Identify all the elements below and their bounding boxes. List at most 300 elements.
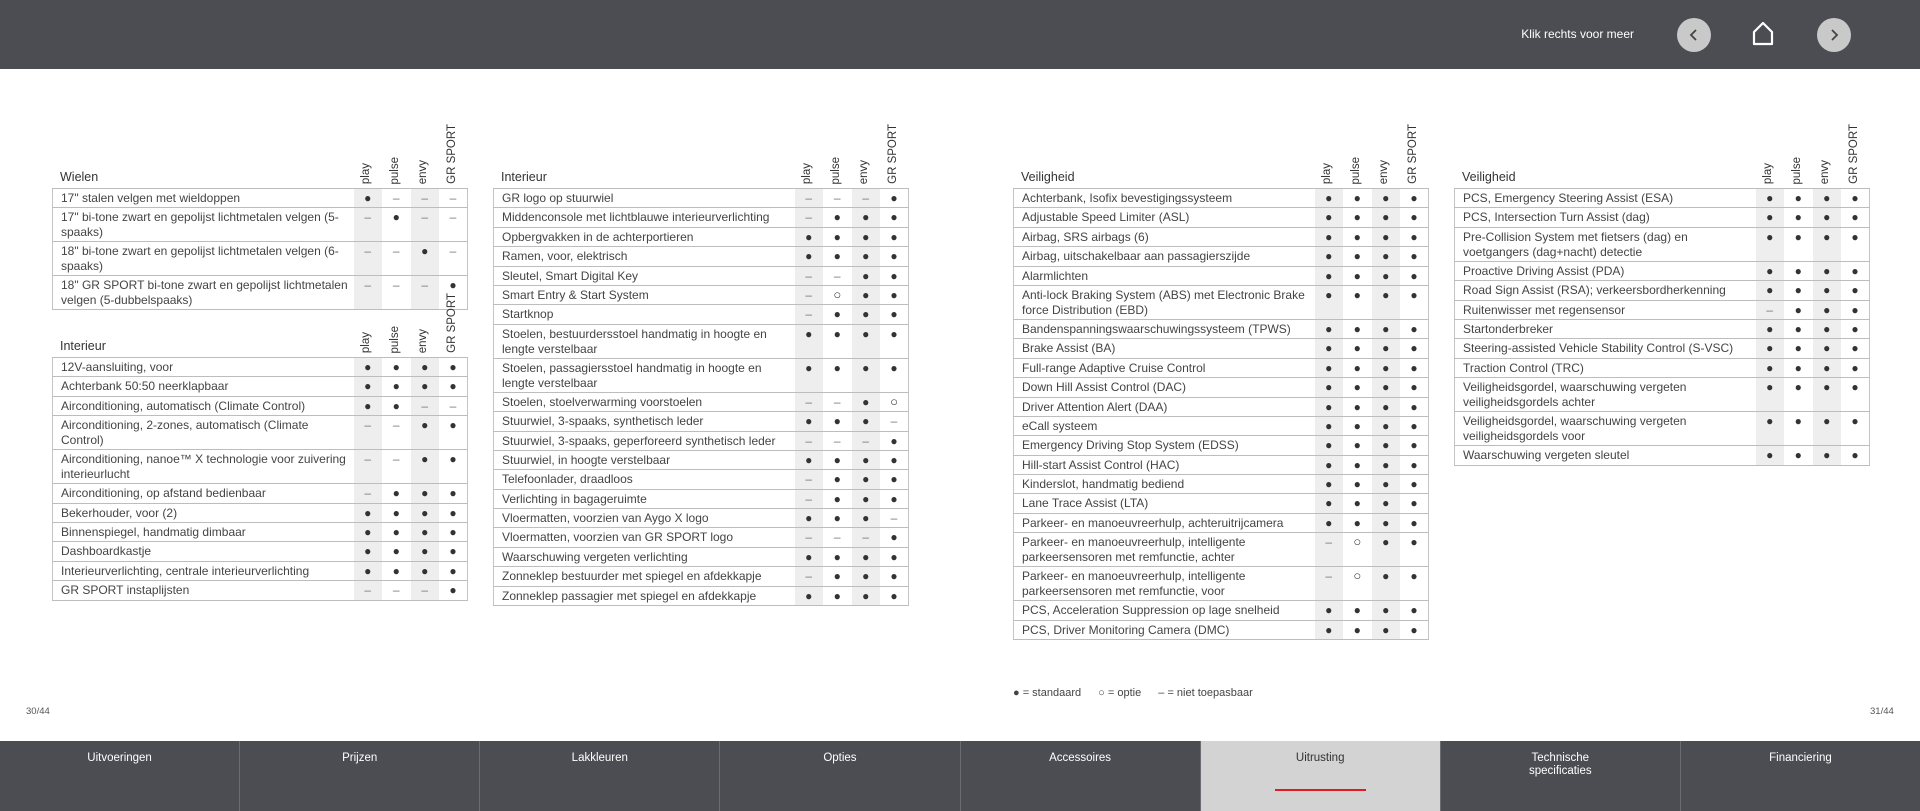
standard-dot-icon: ● — [880, 528, 909, 547]
not-applicable-dash: – — [382, 581, 411, 600]
standard-dot-icon: ● — [1813, 227, 1842, 261]
not-applicable-dash: – — [795, 189, 824, 208]
standard-dot-icon: ● — [823, 509, 852, 528]
table-row — [494, 470, 909, 489]
table-body — [493, 188, 909, 606]
feature-label: Interieurverlichting, centrale interieurverlichting — [53, 561, 354, 580]
table-row — [494, 509, 909, 528]
not-applicable-dash: – — [795, 305, 824, 324]
not-applicable-dash: – — [823, 431, 852, 450]
feature-label: PCS, Acceleration Suppression op lage snelheid — [1014, 601, 1315, 620]
feature-label: Full-range Adaptive Cruise Control — [1014, 358, 1315, 377]
table-row — [494, 528, 909, 547]
feature-label: 12V-aansluiting, voor — [53, 358, 354, 377]
table-title: Veiligheid — [1462, 170, 1516, 184]
standard-dot-icon: ● — [1400, 567, 1429, 601]
not-applicable-dash: – — [795, 470, 824, 489]
feature-label: Road Sign Assist (RSA); verkeersbordherkenning — [1455, 281, 1756, 300]
standard-dot-icon: ● — [1813, 358, 1842, 377]
standard-dot-icon: ● — [1343, 513, 1372, 532]
not-applicable-dash: – — [382, 242, 411, 276]
nav-item[interactable]: Opties — [720, 741, 960, 811]
next-page-button[interactable] — [1817, 18, 1851, 52]
standard-dot-icon: ● — [1841, 412, 1870, 446]
standard-dot-icon: ● — [1315, 397, 1344, 416]
legend-standard: ● = standaard — [1013, 687, 1082, 699]
not-applicable-dash: – — [382, 276, 411, 310]
standard-dot-icon: ● — [382, 503, 411, 522]
feature-label: Hill-start Assist Control (HAC) — [1014, 455, 1315, 474]
column-header — [1375, 124, 1395, 184]
table-row — [494, 586, 909, 605]
feature-label: GR SPORT instaplijsten — [53, 581, 354, 600]
not-applicable-dash: – — [823, 528, 852, 547]
standard-dot-icon: ● — [795, 358, 824, 392]
table-body — [52, 188, 468, 310]
feature-label: Bandenspanningswaarschuwingssysteem (TPWS) — [1014, 319, 1315, 338]
nav-item[interactable]: Uitvoeringen — [0, 741, 240, 811]
column-header — [1759, 124, 1779, 184]
hint-text: Klik rechts voor meer — [1521, 27, 1634, 41]
not-applicable-dash: – — [880, 509, 909, 528]
standard-dot-icon: ● — [823, 586, 852, 605]
standard-dot-icon: ● — [1400, 533, 1429, 567]
standard-dot-icon: ● — [880, 189, 909, 208]
standard-dot-icon: ● — [1372, 247, 1401, 266]
standard-dot-icon: ● — [1315, 189, 1344, 208]
standard-dot-icon: ● — [880, 358, 909, 392]
table-row — [1014, 494, 1429, 513]
standard-dot-icon: ● — [439, 484, 468, 503]
feature-label: Airconditioning, nanoe™ X technologie voor zuivering interieurlucht — [53, 450, 354, 484]
standard-dot-icon: ● — [880, 324, 909, 358]
chevron-left-icon — [1687, 28, 1701, 42]
standard-dot-icon: ● — [1400, 227, 1429, 246]
table-row — [1014, 620, 1429, 639]
standard-dot-icon: ● — [1784, 208, 1813, 227]
standard-dot-icon: ● — [1343, 208, 1372, 227]
page-number-right: 31/44 — [1870, 706, 1894, 717]
not-applicable-dash: – — [852, 431, 881, 450]
standard-dot-icon: ● — [1315, 319, 1344, 338]
table-header — [493, 124, 908, 188]
standard-dot-icon: ● — [880, 489, 909, 508]
standard-dot-icon: ● — [1813, 261, 1842, 280]
standard-dot-icon: ● — [1841, 339, 1870, 358]
standard-dot-icon: ● — [823, 247, 852, 266]
table-header — [52, 124, 467, 188]
nav-item[interactable]: Prijzen — [240, 741, 480, 811]
standard-dot-icon: ● — [1372, 513, 1401, 532]
standard-dot-icon: ● — [823, 208, 852, 227]
table-row — [1014, 601, 1429, 620]
table-body — [52, 357, 468, 601]
column-header-label: play — [360, 162, 372, 184]
standard-dot-icon: ● — [1343, 475, 1372, 494]
feature-label: Adjustable Speed Limiter (ASL) — [1014, 208, 1315, 227]
standard-dot-icon: ● — [1756, 227, 1785, 261]
feature-label: Bekerhouder, voor (2) — [53, 503, 354, 522]
column-header — [1845, 124, 1865, 184]
standard-dot-icon: ● — [439, 522, 468, 541]
standard-dot-icon: ● — [1372, 533, 1401, 567]
column-header — [884, 124, 904, 184]
standard-dot-icon: ● — [411, 377, 440, 396]
nav-item[interactable]: Financiering — [1769, 752, 1832, 764]
feature-label: Stuurwiel, 3-spaaks, synthetisch leder — [494, 412, 795, 431]
standard-dot-icon: ● — [411, 242, 440, 276]
not-applicable-dash: – — [439, 189, 468, 208]
standard-dot-icon: ● — [1372, 436, 1401, 455]
legend-option: ○ = optie — [1098, 687, 1142, 699]
nav-item[interactable]: Uitrusting — [1201, 741, 1441, 811]
standard-dot-icon: ● — [1813, 189, 1842, 208]
not-applicable-dash: – — [411, 396, 440, 415]
feature-label: Driver Attention Alert (DAA) — [1014, 397, 1315, 416]
standard-dot-icon: ● — [1400, 436, 1429, 455]
table-row — [1014, 319, 1429, 338]
standard-dot-icon: ● — [1813, 446, 1842, 465]
standard-dot-icon: ● — [1315, 339, 1344, 358]
bottom-navigation — [0, 741, 1920, 811]
standard-dot-icon: ● — [795, 450, 824, 469]
feature-label: Startknop — [494, 305, 795, 324]
standard-dot-icon: ● — [852, 547, 881, 566]
not-applicable-dash: – — [1315, 567, 1344, 601]
standard-dot-icon: ● — [880, 431, 909, 450]
column-header-label: GR SPORT — [886, 124, 899, 184]
standard-dot-icon: ● — [1315, 436, 1344, 455]
feature-label: Smart Entry & Start System — [494, 285, 795, 304]
table-row — [1014, 455, 1429, 474]
standard-dot-icon: ● — [1400, 455, 1429, 474]
table-row — [1014, 285, 1429, 319]
feature-label: Airconditioning, automatisch (Climate Control) — [53, 396, 354, 415]
standard-dot-icon: ● — [1343, 247, 1372, 266]
standard-dot-icon: ● — [382, 396, 411, 415]
standard-dot-icon: ● — [1400, 378, 1429, 397]
column-header — [1318, 124, 1338, 184]
standard-dot-icon: ● — [1372, 358, 1401, 377]
table-header — [1454, 124, 1869, 188]
standard-dot-icon: ● — [852, 266, 881, 285]
standard-dot-icon: ● — [852, 470, 881, 489]
column-header — [1816, 124, 1836, 184]
standard-dot-icon: ● — [1372, 208, 1401, 227]
not-applicable-dash: – — [382, 189, 411, 208]
table-row — [1014, 227, 1429, 246]
standard-dot-icon: ● — [1813, 412, 1842, 446]
column-header — [855, 124, 875, 184]
table-row — [1455, 358, 1870, 377]
standard-dot-icon: ● — [823, 412, 852, 431]
not-applicable-dash: – — [823, 189, 852, 208]
prev-page-button[interactable] — [1677, 18, 1711, 52]
feature-label: Parkeer- en manoeuvreerhulp, achteruitrijcamera — [1014, 513, 1315, 532]
not-applicable-dash: – — [439, 208, 468, 242]
table-row — [1455, 227, 1870, 261]
standard-dot-icon: ● — [1784, 189, 1813, 208]
not-applicable-dash: – — [823, 392, 852, 411]
standard-dot-icon: ● — [1756, 261, 1785, 280]
standard-dot-icon: ● — [1315, 266, 1344, 285]
standard-dot-icon: ● — [1400, 620, 1429, 639]
column-header-label: GR SPORT — [445, 293, 458, 353]
standard-dot-icon: ● — [382, 208, 411, 242]
feature-label: Middenconsole met lichtblauwe interieurverlichting — [494, 208, 795, 227]
standard-dot-icon: ● — [1784, 319, 1813, 338]
table-row — [1014, 189, 1429, 208]
table-row — [494, 208, 909, 227]
feature-label: Stoelen, passagiersstoel handmatig in hoogte en lengte verstelbaar — [494, 358, 795, 392]
standard-dot-icon: ● — [1343, 285, 1372, 319]
standard-dot-icon: ● — [439, 416, 468, 450]
table-title: Veiligheid — [1021, 170, 1075, 184]
table-row — [1455, 281, 1870, 300]
standard-dot-icon: ● — [439, 503, 468, 522]
standard-dot-icon: ● — [1400, 397, 1429, 416]
standard-dot-icon: ● — [382, 542, 411, 561]
table-row — [53, 358, 468, 377]
standard-dot-icon: ● — [354, 522, 383, 541]
feature-label: Steering-assisted Vehicle Stability Control (S-VSC) — [1455, 339, 1756, 358]
standard-dot-icon: ● — [1400, 189, 1429, 208]
table-row — [1455, 319, 1870, 338]
standard-dot-icon: ● — [354, 542, 383, 561]
not-applicable-dash: – — [795, 431, 824, 450]
column-header — [386, 124, 406, 184]
standard-dot-icon: ● — [795, 509, 824, 528]
standard-dot-icon: ● — [411, 416, 440, 450]
not-applicable-dash: – — [795, 528, 824, 547]
not-applicable-dash: – — [354, 208, 383, 242]
table-row — [1014, 436, 1429, 455]
standard-dot-icon: ● — [1372, 601, 1401, 620]
standard-dot-icon: ● — [1343, 339, 1372, 358]
not-applicable-dash: – — [1315, 533, 1344, 567]
standard-dot-icon: ● — [1372, 339, 1401, 358]
standard-dot-icon: ● — [382, 522, 411, 541]
spec-table — [1013, 124, 1429, 640]
table-row — [494, 285, 909, 304]
not-applicable-dash: – — [439, 242, 468, 276]
table-title: Wielen — [60, 170, 99, 184]
feature-label: Pre-Collision System met fietsers (dag) en voetgangers (dag+nacht) detectie — [1455, 227, 1756, 261]
standard-dot-icon: ● — [354, 561, 383, 580]
standard-dot-icon: ● — [1343, 266, 1372, 285]
standard-dot-icon: ● — [1784, 358, 1813, 377]
not-applicable-dash: – — [852, 189, 881, 208]
table-row — [1014, 533, 1429, 567]
standard-dot-icon: ● — [1372, 455, 1401, 474]
standard-dot-icon: ● — [1756, 319, 1785, 338]
standard-dot-icon: ● — [1315, 620, 1344, 639]
standard-dot-icon: ● — [880, 247, 909, 266]
standard-dot-icon: ● — [1813, 319, 1842, 338]
table-row — [1455, 208, 1870, 227]
column-header — [1347, 124, 1367, 184]
standard-dot-icon: ● — [1372, 620, 1401, 639]
standard-dot-icon: ● — [439, 358, 468, 377]
standard-dot-icon: ● — [1841, 378, 1870, 412]
standard-dot-icon: ● — [852, 450, 881, 469]
nav-item[interactable]: Technische specificaties — [1441, 741, 1681, 811]
standard-dot-icon: ● — [1372, 494, 1401, 513]
table-row — [494, 247, 909, 266]
feature-label: Proactive Driving Assist (PDA) — [1455, 261, 1756, 280]
standard-dot-icon: ● — [880, 266, 909, 285]
spec-table — [493, 124, 909, 606]
not-applicable-dash: – — [880, 412, 909, 431]
table-row — [53, 416, 468, 450]
standard-dot-icon: ● — [1343, 358, 1372, 377]
not-applicable-dash: – — [795, 208, 824, 227]
standard-dot-icon: ● — [880, 567, 909, 586]
not-applicable-dash: – — [795, 489, 824, 508]
feature-label: Stuurwiel, in hoogte verstelbaar — [494, 450, 795, 469]
standard-dot-icon: ● — [852, 227, 881, 246]
feature-label: Opbergvakken in de achterportieren — [494, 227, 795, 246]
feature-label: Emergency Driving Stop System (EDSS) — [1014, 436, 1315, 455]
table-row — [494, 489, 909, 508]
standard-dot-icon: ● — [1756, 339, 1785, 358]
standard-dot-icon: ● — [823, 305, 852, 324]
standard-dot-icon: ● — [1841, 227, 1870, 261]
standard-dot-icon: ● — [354, 396, 383, 415]
standard-dot-icon: ● — [1400, 513, 1429, 532]
feature-label: GR logo op stuurwiel — [494, 189, 795, 208]
standard-dot-icon: ● — [823, 358, 852, 392]
standard-dot-icon: ● — [1400, 358, 1429, 377]
feature-label: 18" bi-tone zwart en gepolijst lichtmetalen velgen (6-spaaks) — [53, 242, 354, 276]
standard-dot-icon: ● — [1756, 281, 1785, 300]
column-header — [443, 293, 463, 353]
table-row — [494, 450, 909, 469]
feature-label: Verlichting in bagageruimte — [494, 489, 795, 508]
nav-item[interactable]: Accessoires — [961, 741, 1201, 811]
standard-dot-icon: ● — [1343, 455, 1372, 474]
feature-label: 17" bi-tone zwart en gepolijst lichtmetalen velgen (5-spaaks) — [53, 208, 354, 242]
standard-dot-icon: ● — [1813, 300, 1842, 319]
feature-label: Waarschuwing vergeten verlichting — [494, 547, 795, 566]
feature-label: Waarschuwing vergeten sleutel — [1455, 446, 1756, 465]
table-row — [1014, 266, 1429, 285]
table-row — [494, 392, 909, 411]
not-applicable-dash: – — [795, 392, 824, 411]
table-row — [53, 450, 468, 484]
standard-dot-icon: ● — [1813, 339, 1842, 358]
nav-item[interactable]: Lakkleuren — [480, 741, 720, 811]
standard-dot-icon: ● — [1784, 281, 1813, 300]
table-row — [53, 542, 468, 561]
standard-dot-icon: ● — [852, 324, 881, 358]
column-header — [798, 124, 818, 184]
standard-dot-icon: ● — [852, 285, 881, 304]
feature-label: Zonneklep passagier met spiegel en afdekkapje — [494, 586, 795, 605]
standard-dot-icon: ● — [439, 542, 468, 561]
feature-label: Airconditioning, 2-zones, automatisch (Climate Control) — [53, 416, 354, 450]
standard-dot-icon: ● — [1841, 208, 1870, 227]
standard-dot-icon: ● — [1315, 475, 1344, 494]
standard-dot-icon: ● — [852, 412, 881, 431]
table-row — [1455, 261, 1870, 280]
table-header — [1013, 124, 1428, 188]
column-header-label: play — [1321, 162, 1333, 184]
standard-dot-icon: ● — [354, 503, 383, 522]
table-title: Interieur — [501, 170, 547, 184]
standard-dot-icon: ● — [382, 561, 411, 580]
standard-dot-icon: ● — [823, 324, 852, 358]
feature-label: Achterbank 50:50 neerklapbaar — [53, 377, 354, 396]
standard-dot-icon: ● — [852, 392, 881, 411]
column-header — [1788, 124, 1808, 184]
feature-label: Zonneklep bestuurder met spiegel en afdekkapje — [494, 567, 795, 586]
not-applicable-dash: – — [852, 528, 881, 547]
standard-dot-icon: ● — [823, 227, 852, 246]
table-row — [1455, 189, 1870, 208]
column-header — [357, 124, 377, 184]
table-row — [53, 522, 468, 541]
not-applicable-dash: – — [795, 567, 824, 586]
feature-label: eCall systeem — [1014, 416, 1315, 435]
table-row — [1455, 300, 1870, 319]
feature-label: Brake Assist (BA) — [1014, 339, 1315, 358]
column-header-label: pulse — [388, 325, 401, 353]
standard-dot-icon: ● — [880, 547, 909, 566]
standard-dot-icon: ● — [354, 189, 383, 208]
column-header — [386, 293, 406, 353]
standard-dot-icon: ● — [1372, 189, 1401, 208]
feature-label: Achterbank, Isofix bevestigingssysteem — [1014, 189, 1315, 208]
standard-dot-icon: ● — [1343, 227, 1372, 246]
standard-dot-icon: ● — [1400, 208, 1429, 227]
standard-dot-icon: ● — [852, 509, 881, 528]
standard-dot-icon: ● — [1372, 416, 1401, 435]
column-header-label: GR SPORT — [1406, 124, 1419, 184]
feature-label: Ramen, voor, elektrisch — [494, 247, 795, 266]
feature-label: Telefoonlader, draadloos — [494, 470, 795, 489]
standard-dot-icon: ● — [795, 227, 824, 246]
feature-label: Vloermatten, voorzien van Aygo X logo — [494, 509, 795, 528]
standard-dot-icon: ● — [1841, 446, 1870, 465]
standard-dot-icon: ● — [1784, 378, 1813, 412]
standard-dot-icon: ● — [880, 208, 909, 227]
column-header-label: GR SPORT — [445, 124, 458, 184]
table-row — [1014, 513, 1429, 532]
standard-dot-icon: ● — [1756, 412, 1785, 446]
standard-dot-icon: ● — [1343, 436, 1372, 455]
not-applicable-dash: – — [382, 450, 411, 484]
standard-dot-icon: ● — [1813, 378, 1842, 412]
standard-dot-icon: ● — [1372, 319, 1401, 338]
spec-table — [1454, 124, 1870, 466]
feature-label: Airconditioning, op afstand bedienbaar — [53, 484, 354, 503]
standard-dot-icon: ● — [880, 470, 909, 489]
standard-dot-icon: ● — [411, 358, 440, 377]
standard-dot-icon: ● — [1841, 261, 1870, 280]
feature-label: Stoelen, stoelverwarming voorstoelen — [494, 392, 795, 411]
table-row — [1455, 378, 1870, 412]
home-button[interactable] — [1748, 18, 1778, 48]
standard-dot-icon: ● — [1784, 446, 1813, 465]
standard-dot-icon: ● — [1343, 620, 1372, 639]
standard-dot-icon: ● — [1343, 378, 1372, 397]
column-header-label: envy — [858, 159, 870, 184]
standard-dot-icon: ● — [1400, 247, 1429, 266]
standard-dot-icon: ● — [1841, 300, 1870, 319]
top-bar — [0, 0, 1920, 69]
feature-label: PCS, Intersection Turn Assist (dag) — [1455, 208, 1756, 227]
